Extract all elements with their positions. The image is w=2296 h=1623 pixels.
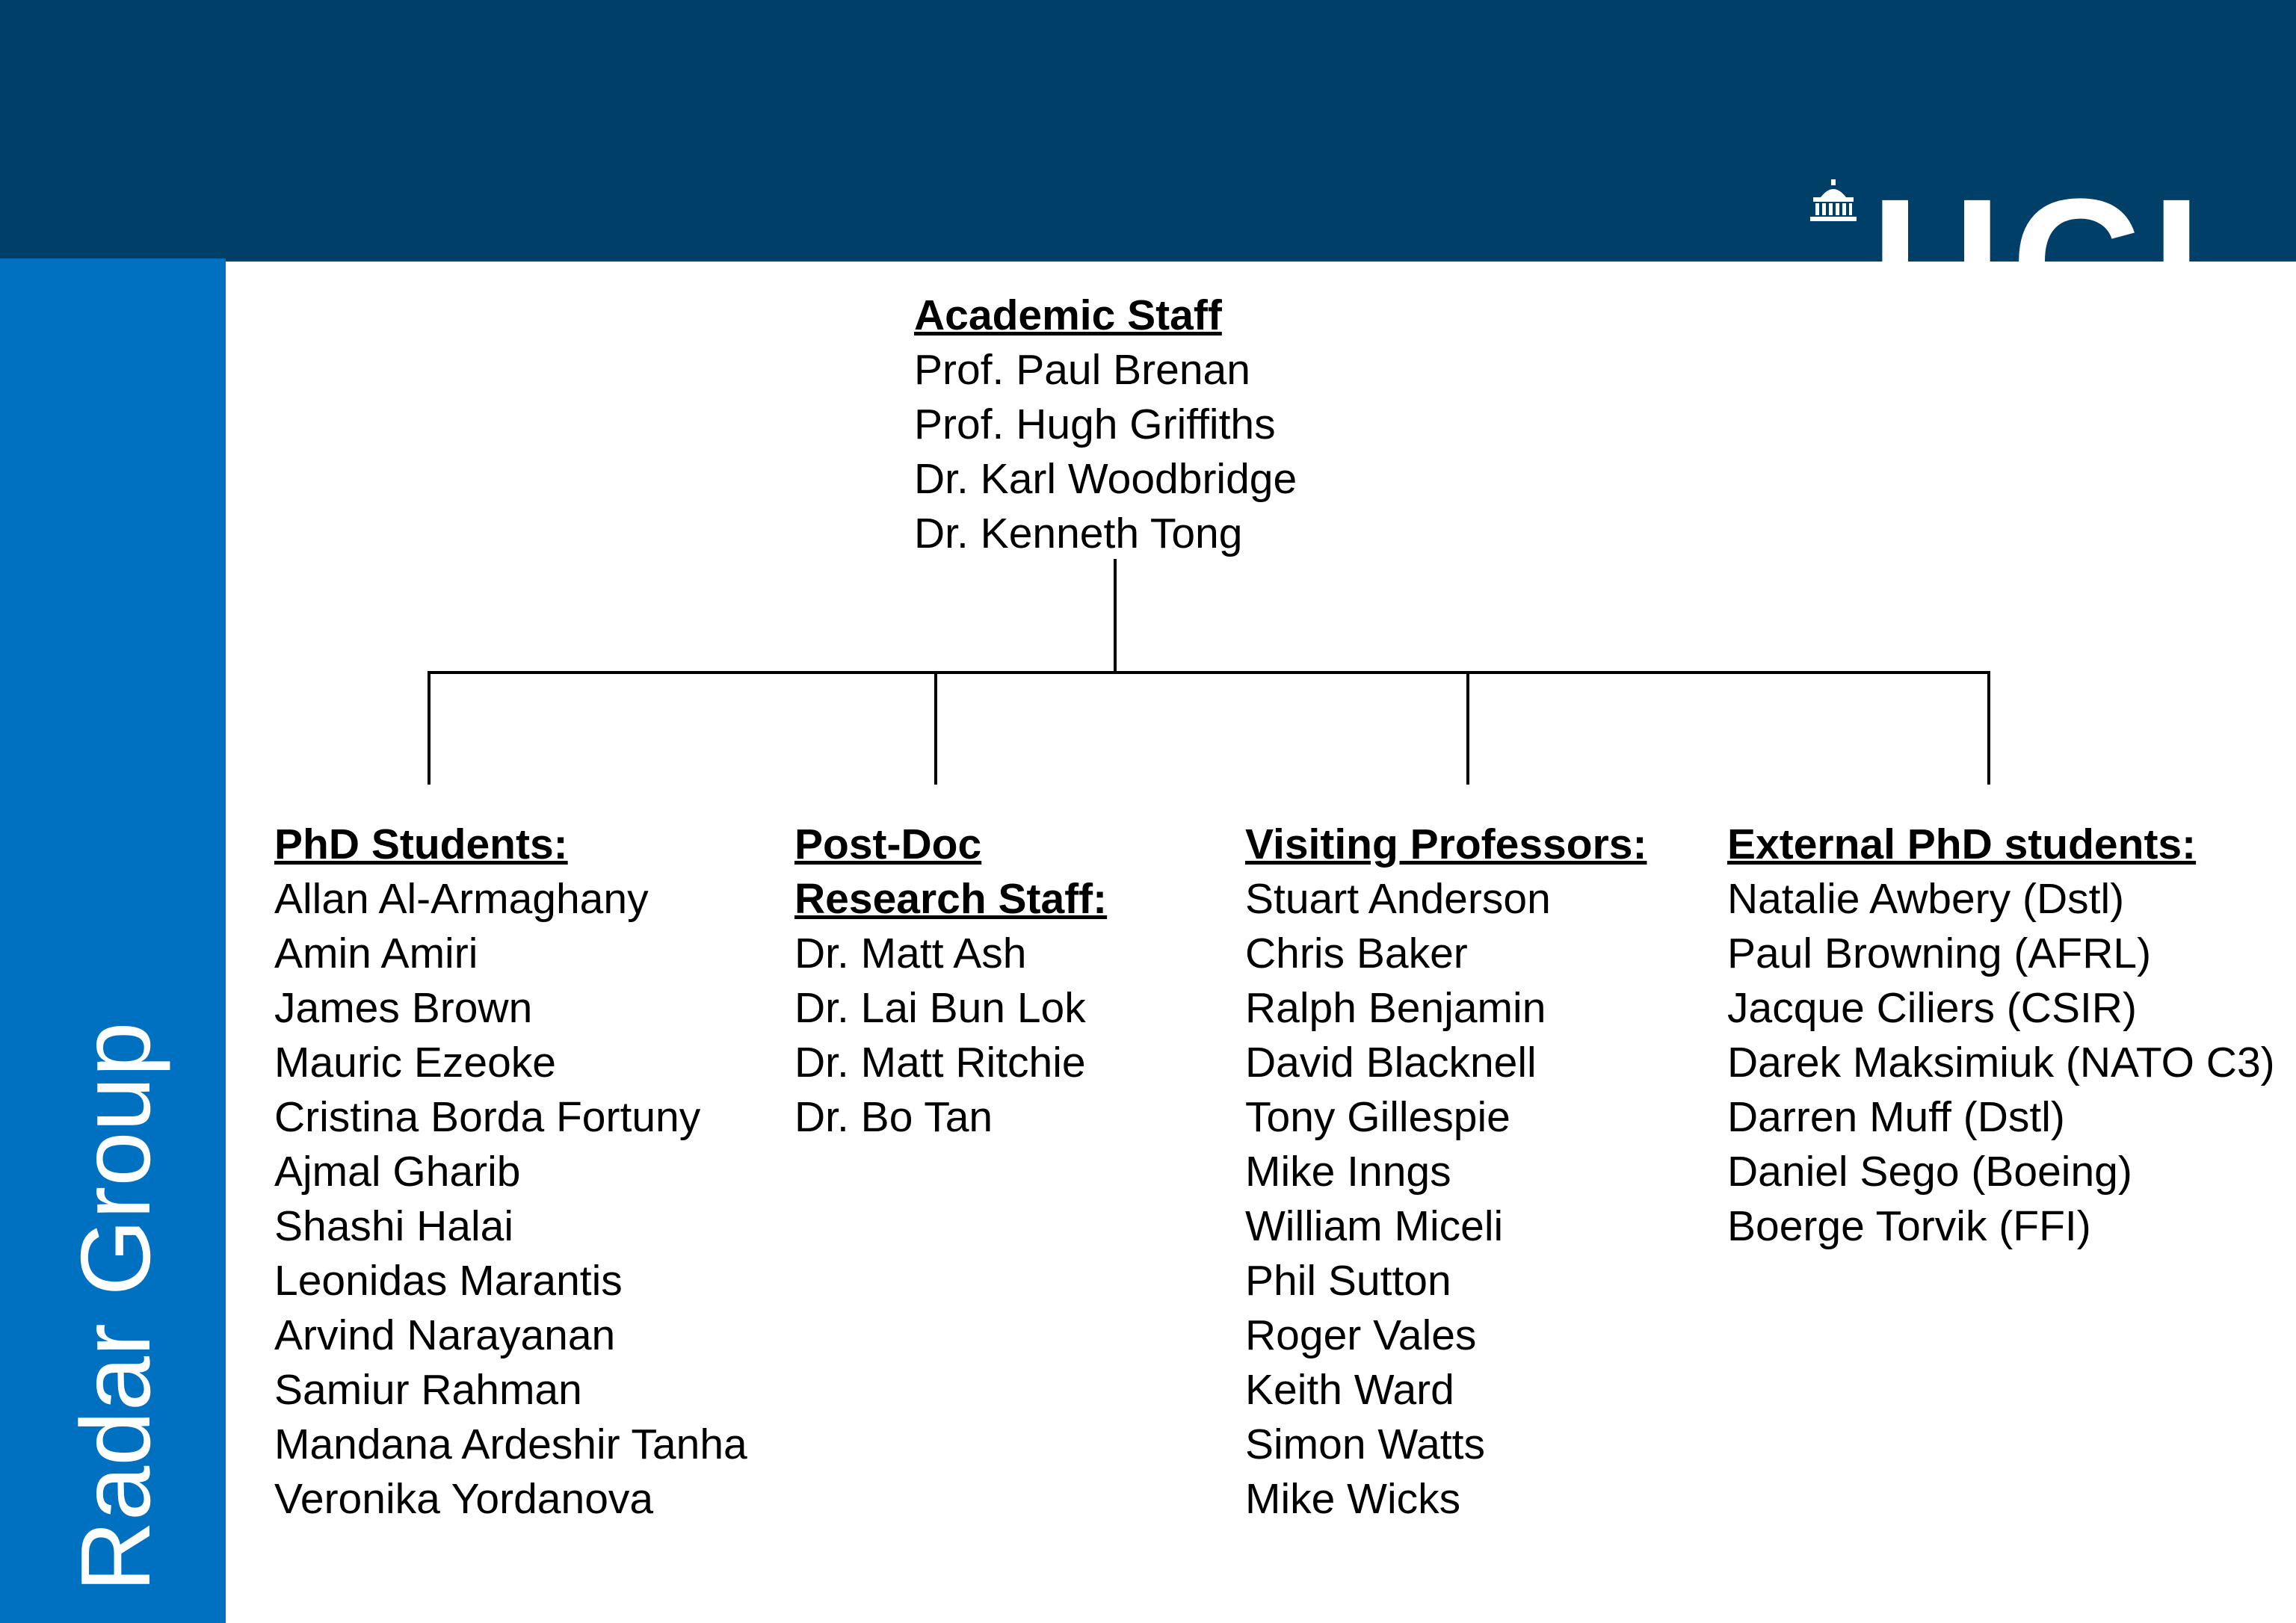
list-item: Stuart Anderson: [1245, 875, 1551, 923]
academic-staff-list: [914, 343, 1297, 561]
list-item: Mauric Ezeoke: [274, 1039, 556, 1086]
list-item: Arvind Narayanan: [274, 1311, 616, 1359]
list-item: Mandana Ardeshir Tanha: [274, 1420, 747, 1468]
list-item: Veronika Yordanova: [274, 1475, 654, 1523]
list-item: Mike Inngs: [1245, 1148, 1451, 1196]
list-item: Chris Baker: [1245, 930, 1468, 977]
list-item: William Miceli: [1245, 1202, 1504, 1250]
list-item: David Blacknell: [1245, 1039, 1537, 1086]
postdoc-list: [794, 927, 1107, 1145]
academic-staff-block: [914, 288, 1297, 561]
list-item: Dr. Kenneth Tong: [914, 510, 1243, 557]
postdoc-heading-line1: Post-Doc: [794, 820, 982, 868]
list-item: Paul Browning (AFRL): [1727, 930, 2152, 977]
list-item: Roger Vales: [1245, 1311, 1477, 1359]
visiting-professors-list: [1245, 872, 1647, 1527]
list-item: Prof. Paul Brenan: [914, 346, 1250, 394]
list-item: Keith Ward: [1245, 1366, 1454, 1414]
list-item: Daniel Sego (Boeing): [1727, 1148, 2132, 1196]
external-phd-heading: External PhD students:: [1727, 820, 2197, 868]
external-phd-list: [1727, 872, 2275, 1254]
list-item: Dr. Bo Tan: [794, 1093, 993, 1141]
list-item: Leonidas Marantis: [274, 1257, 623, 1305]
list-item: Darek Maksimiuk (NATO C3): [1727, 1039, 2275, 1086]
postdoc-block: [794, 817, 1107, 1145]
list-item: Dr. Matt Ash: [794, 930, 1027, 977]
visiting-professors-heading: Visiting Professors:: [1245, 820, 1647, 868]
group-title: Radar Group: [61, 1021, 170, 1592]
list-item: Allan Al-Armaghany: [274, 875, 649, 923]
list-item: Ralph Benjamin: [1245, 984, 1546, 1032]
list-item: Tony Gillespie: [1245, 1093, 1510, 1141]
postdoc-heading-line2: Research Staff:: [794, 875, 1108, 923]
ucl-logo-text: UCL: [1871, 161, 2272, 362]
list-item: Mike Wicks: [1245, 1475, 1461, 1523]
phd-students-list: [274, 872, 747, 1527]
list-item: James Brown: [274, 984, 533, 1032]
list-item: Cristina Borda Fortuny: [274, 1093, 701, 1141]
list-item: Dr. Matt Ritchie: [794, 1039, 1086, 1086]
phd-students-block: [274, 817, 747, 1527]
list-item: Samiur Rahman: [274, 1366, 582, 1414]
list-item: Jacque Ciliers (CSIR): [1727, 984, 2137, 1032]
list-item: Darren Muff (Dstl): [1727, 1093, 2065, 1141]
list-item: Ajmal Gharib: [274, 1148, 521, 1196]
list-item: Dr. Karl Woodbridge: [914, 455, 1297, 503]
list-item: Boerge Torvik (FFI): [1727, 1202, 2091, 1250]
visiting-professors-block: [1245, 817, 1647, 1527]
list-item: Amin Amiri: [274, 930, 478, 977]
list-item: Dr. Lai Bun Lok: [794, 984, 1086, 1032]
phd-students-heading: PhD Students:: [274, 820, 568, 868]
external-phd-block: [1727, 817, 2275, 1254]
academic-staff-heading: Academic Staff: [914, 291, 1222, 339]
list-item: Natalie Awbery (Dstl): [1727, 875, 2125, 923]
list-item: Simon Watts: [1245, 1420, 1485, 1468]
list-item: Shashi Halai: [274, 1202, 514, 1250]
list-item: Phil Sutton: [1245, 1257, 1451, 1305]
list-item: Prof. Hugh Griffiths: [914, 401, 1276, 448]
